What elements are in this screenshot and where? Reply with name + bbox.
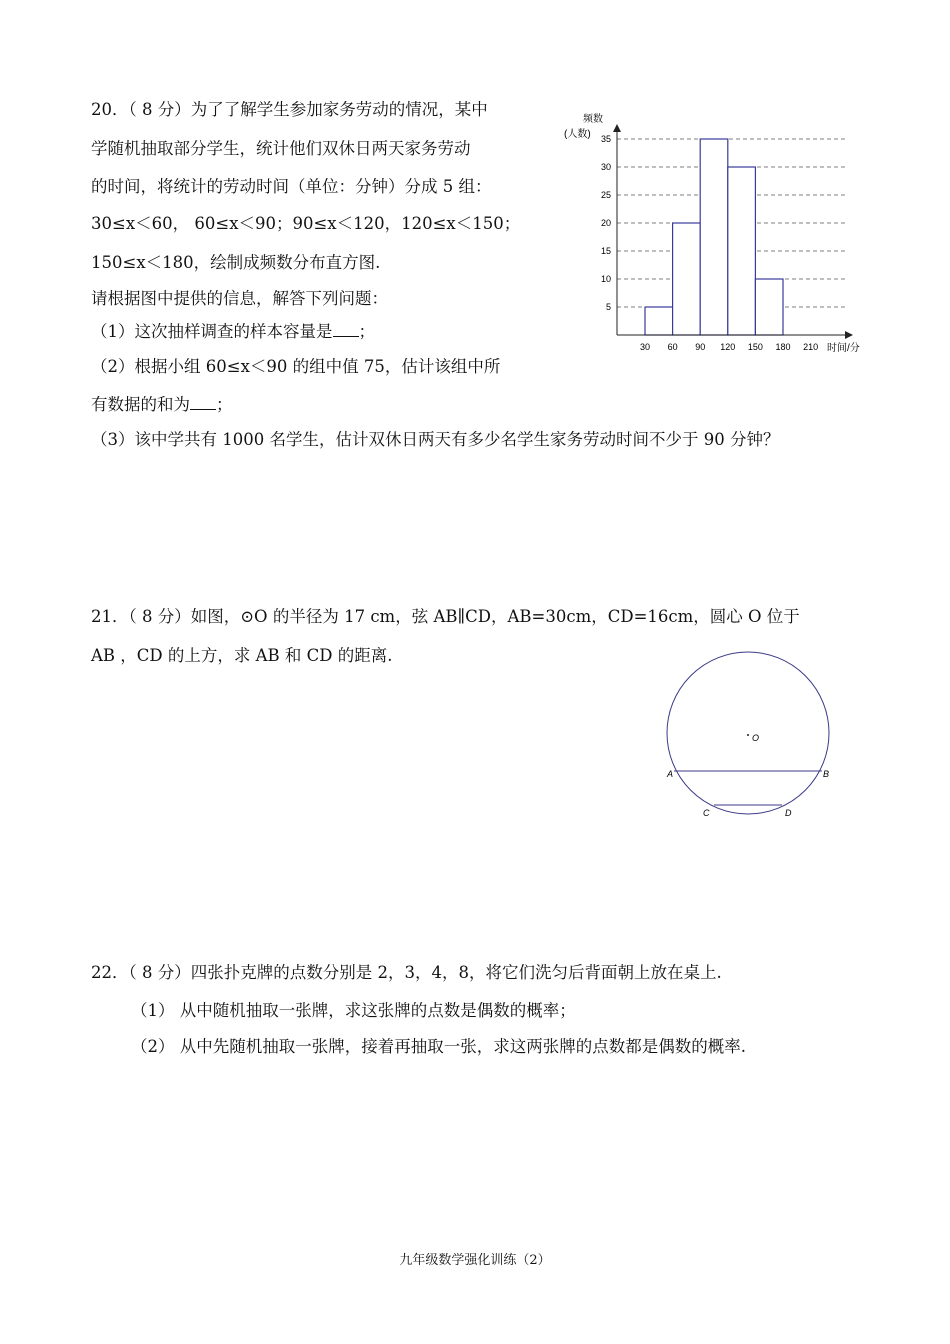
q20-part-2b-text: 有数据的和为 — [91, 395, 190, 414]
y-tick-label: 15 — [600, 246, 611, 256]
x-tick-label: 30 — [639, 342, 651, 352]
q20-line-4: 30≤x＜60， 60≤x＜90；90≤x＜120，120≤x＜150； — [91, 214, 521, 233]
page-footer: 九年级数学强化训练（2） — [399, 1253, 551, 1268]
histogram-bar — [673, 223, 701, 335]
label-a: A — [667, 769, 674, 779]
y-axis-arrow-icon — [613, 124, 621, 132]
q20-part-3: （3）该中学共有 1000 名学生，估计双休日两天有多少名学生家务劳动时间不少于 90 分钟？ — [91, 430, 780, 449]
x-tick-label: 90 — [695, 342, 706, 352]
y-tick-label: 35 — [600, 134, 611, 144]
circle-figure — [655, 645, 845, 830]
center-point — [747, 734, 749, 736]
x-axis-arrow-icon — [845, 331, 853, 339]
label-c: C — [703, 808, 710, 818]
x-tick-label: 120 — [720, 342, 736, 352]
q20-part-2: （2）根据小组 60≤x＜90 的组中值 75，估计该组中所 — [91, 357, 501, 376]
q22-line-1: 22．（ 8 分）四张扑克牌的点数分别是 2，3，4，8，将它们洗匀后背面朝上放在桌上. — [91, 963, 722, 982]
x-axis-label: 时间/分 — [827, 343, 860, 354]
answer-blank-2[interactable] — [190, 393, 216, 410]
q20-part-2b-end: ； — [216, 395, 233, 414]
q20-part-1-end: ； — [358, 322, 375, 341]
y-tick-label: 25 — [600, 190, 611, 200]
q20-line-5: 150≤x＜180，绘制成频数分布直方图. — [91, 253, 381, 272]
q20-part-2b — [91, 393, 233, 416]
histogram-bar — [755, 279, 783, 335]
q20-part-1-text: （1）这次抽样调查的样本容量是 — [91, 322, 333, 341]
q21-line-2: AB ，CD 的上方，求 AB 和 CD 的距离. — [91, 646, 393, 665]
y-axis-label-2: (人数) — [564, 129, 591, 140]
q20-part-1 — [91, 320, 375, 343]
q20-line-1: 20．（ 8 分）为了了解学生参加家务劳动的情况，某中 — [91, 100, 488, 119]
y-tick-label: 30 — [600, 162, 611, 172]
x-tick-label: 150 — [747, 342, 763, 352]
y-tick-label: 10 — [600, 274, 611, 284]
q20-line-6: 请根据图中提供的信息，解答下列问题： — [91, 289, 388, 308]
y-tick-label: 5 — [605, 302, 611, 312]
answer-blank-1[interactable] — [333, 320, 359, 337]
histogram-bar — [700, 139, 728, 335]
histogram-bar — [645, 307, 673, 335]
x-tick-label: 210 — [803, 342, 819, 352]
y-tick-label: 20 — [600, 218, 611, 228]
q20-line-2: 学随机抽取部分学生，统计他们双休日两天家务劳动 — [91, 139, 471, 158]
label-d: D — [785, 808, 792, 818]
x-tick-label: 180 — [775, 342, 791, 352]
q22-part-2: （2） 从中先随机抽取一张牌，接着再抽取一张，求这两张牌的点数都是偶数的概率. — [131, 1037, 746, 1056]
q20-line-3: 的时间，将统计的劳动时间（单位：分钟）分成 5 组： — [91, 177, 492, 196]
circle-o — [667, 652, 829, 814]
label-b: B — [823, 769, 830, 779]
y-axis-label-1: 频数 — [583, 114, 603, 125]
frequency-histogram — [560, 110, 860, 360]
q21-line-1: 21．（ 8 分）如图，⊙O 的半径为 17 cm，弦 AB∥CD，AB=30cm，CD=16cm，圆心 O 位于 — [91, 607, 800, 626]
x-tick-label: 60 — [667, 342, 678, 352]
histogram-bar — [728, 167, 756, 335]
label-o: O — [752, 733, 760, 743]
q22-part-1: （1） 从中随机抽取一张牌，求这张牌的点数是偶数的概率； — [131, 1001, 576, 1020]
